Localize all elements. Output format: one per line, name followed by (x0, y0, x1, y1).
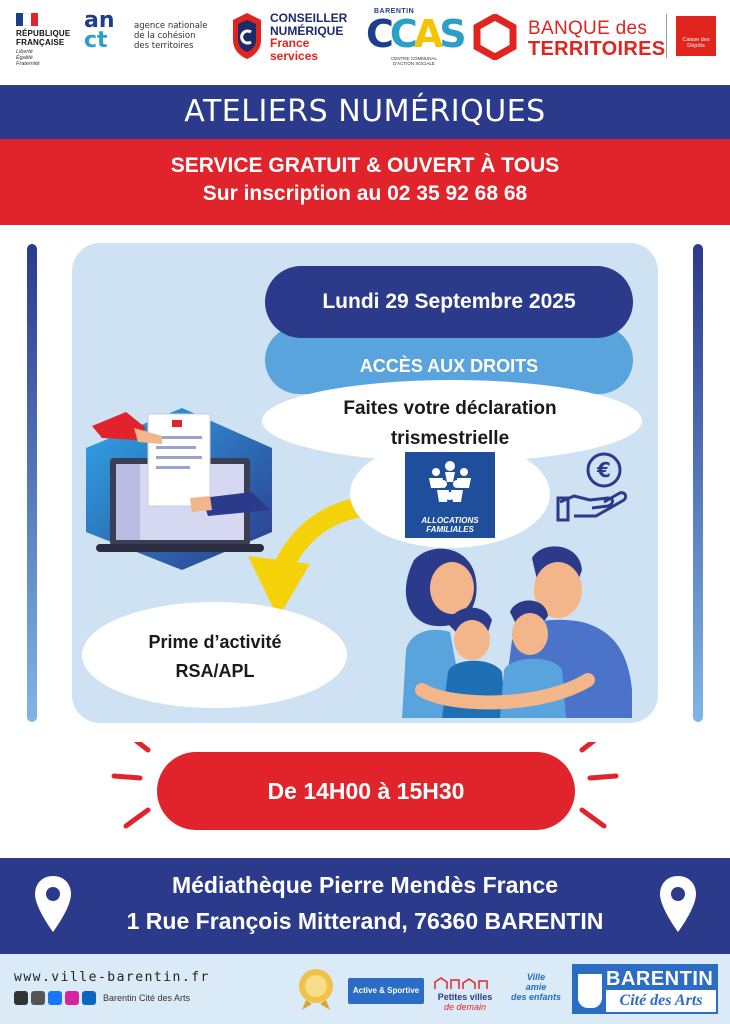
linkedin-icon[interactable] (82, 991, 96, 1005)
conseiller-text: CONSEILLER NUMÉRIQUE France services (270, 11, 348, 63)
banque-des-territoires-logo (472, 12, 722, 62)
title-band (0, 85, 730, 139)
label-ami-des-aines-icon (296, 966, 336, 1010)
facebook-icon[interactable] (48, 991, 62, 1005)
petites-villes-skyline-icon (433, 976, 497, 990)
website-link[interactable]: www.ville-barentin.fr (14, 970, 210, 985)
registration-phone: Sur inscription au 02 35 92 68 68 (202, 182, 528, 205)
label-active-sportive: Active & Sportive (348, 978, 424, 1004)
caf-label: ALLOCATIONS FAMILIALES (421, 516, 479, 534)
republique-francaise-logo (16, 13, 78, 67)
location-pin-icon (33, 874, 73, 934)
caf-logo (405, 452, 495, 538)
left-decorative-bar (27, 244, 37, 722)
social-links (14, 990, 190, 1006)
banque-line2: TERRITOIRES (528, 38, 666, 60)
event-description (300, 394, 600, 454)
logo-separator (666, 14, 667, 58)
anct-mark: an ct (84, 8, 115, 53)
time-pill (157, 752, 575, 830)
barentin-subtitle: Cité des Arts (606, 990, 716, 1012)
instagram-icon[interactable] (65, 991, 79, 1005)
anct-logo (84, 8, 219, 63)
barentin-title: BARENTIN (606, 968, 714, 990)
banque-line1: BANQUE des (528, 18, 648, 39)
right-decorative-bar (693, 244, 703, 722)
description-line2: trismestrielle (390, 428, 510, 449)
venue-name: Médiathèque Pierre Mendès France (171, 872, 558, 898)
event-time: De 14H00 à 15H30 (267, 778, 465, 804)
social-label: Barentin Cité des Arts (103, 993, 191, 1003)
ccas-top: BARENTIN (374, 8, 415, 15)
anct-text: agence nationale de la cohésion des territoires (134, 21, 208, 51)
venue-address: 1 Rue François Mitterand, 76360 BARENTIN (126, 908, 604, 934)
benefits-text (100, 628, 330, 686)
label-ville-amie-enfants: Ville amie des enfants (510, 972, 561, 1002)
rf-motto3: Fraternité (16, 61, 40, 67)
caf-family-icon (423, 458, 477, 508)
rf-line1: RÉPUBLIQUE (16, 29, 71, 38)
conseiller-numerique-logo (232, 12, 357, 64)
barentin-cite-des-arts-logo (572, 964, 718, 1014)
partner-logos (0, 0, 730, 84)
ccas-letters: CCAS (366, 12, 463, 56)
theme-label: ACCÈS AUX DROITS (359, 356, 539, 376)
rf-line2: FRANÇAISE (16, 38, 65, 47)
euro-hand-icon (556, 450, 632, 526)
page-title: ATELIERS NUMÉRIQUES (184, 94, 546, 129)
location-pin-icon (658, 874, 698, 934)
label-petites-villes: Petites villes de demain (433, 976, 497, 1012)
ccas-logo (366, 8, 462, 66)
apple-icon[interactable] (31, 991, 45, 1005)
rf-motto1: Liberté (16, 49, 33, 55)
event-date: Lundi 29 Septembre 2025 (322, 290, 576, 313)
prime-line1: Prime d’activité (148, 632, 282, 652)
address-band (0, 858, 730, 954)
rf-motto2: Égalité (16, 55, 33, 61)
prime-line2: RSA/APL (175, 661, 255, 681)
french-flag-icon (16, 13, 38, 26)
ccas-subtitle: CENTRE COMMUNAL D'ACTION SOCIALE (390, 56, 437, 66)
hexagon-icon (472, 14, 518, 60)
caisse-des-depots-logo: Caisse des Dépôts (676, 16, 716, 56)
barentin-crest-icon (578, 974, 602, 1008)
family-illustration (392, 540, 638, 718)
subtitle-band (0, 139, 730, 225)
service-info: SERVICE GRATUIT & OUVERT À TOUS (170, 154, 560, 177)
android-icon[interactable] (14, 991, 28, 1005)
date-pill (265, 266, 633, 338)
description-line1: Faites votre déclaration (343, 398, 557, 419)
svg-text:€: € (597, 458, 611, 482)
conseiller-shield-icon (232, 12, 262, 60)
